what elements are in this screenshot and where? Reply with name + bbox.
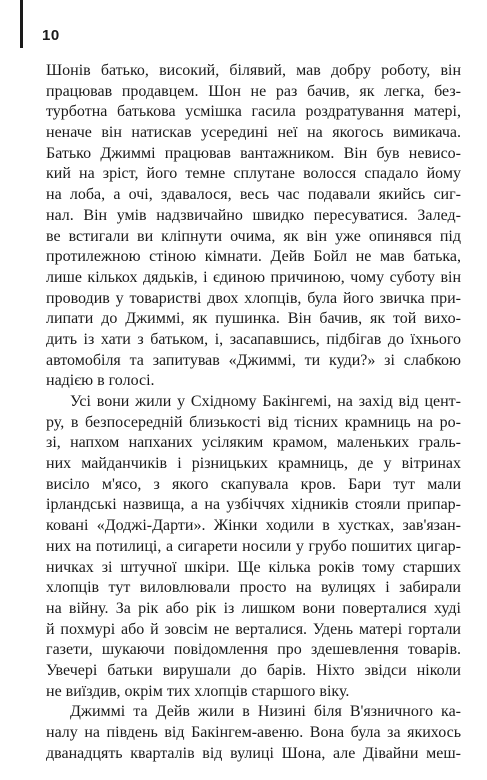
text-line: турботна батькова усмішка гасила роздратування матері, <box>46 103 461 121</box>
text-line: налу на південь від Бакінгем-авеню. Вона була за якихось <box>46 724 461 741</box>
text-line: лише кількох дядьків, і єдиною причиною, чому суботу він <box>46 268 461 286</box>
text-line: газети, шукаючи повідомлення про здешевлення товарів. <box>46 641 461 659</box>
paragraph <box>46 392 461 702</box>
text-line: працював продавцем. Шон не раз бачив, як легка, без- <box>46 82 461 100</box>
body-text <box>46 61 461 764</box>
text-line: ру, в безпосередній близькості від тісних крамниць на ро- <box>46 413 461 431</box>
text-line: Шонів батько, високий, білявий, мав добру роботу, він <box>46 62 461 79</box>
text-line: ковані «Доджі-Дарти». Жінки ходили в хустках, зав'язан- <box>46 517 461 535</box>
text-line: неначе він натискав усередині неї на якогось вимикача. <box>46 124 461 142</box>
text-line: Батько Джиммі працював вантажником. Він був невисо- <box>46 144 461 162</box>
text-line: проводив у товаристві двох хлопців, була його звичка при- <box>46 289 461 307</box>
text-line: Усі вони жили у Східному Бакінгемі, на захід від цент- <box>70 393 461 410</box>
text-line: нал. Він умів надзвичайно швидко пересуватися. Залед- <box>46 206 461 224</box>
text-line: на лоба, а очі, здавалося, весь час подавали якийсь сиг- <box>46 186 461 204</box>
paragraph <box>46 702 461 764</box>
text-line: ве встигали ви кліпнути очима, як він уже опинявся під <box>46 227 461 245</box>
text-line: липати до Джиммі, як пушинка. Він бачив, як той вихо- <box>46 310 461 328</box>
text-line: протилежною стіною кімнати. Дейв Бойл не мав батька, <box>46 248 461 266</box>
text-line: них майданчиків і різницьких крамниць, де у вітринах <box>46 455 461 473</box>
text-line: не виїздив, окрім тих хлопців старшого віку. <box>46 682 350 700</box>
paragraph <box>46 61 461 392</box>
text-line: на війну. За рік або рік із лишком вони поверталися худі <box>46 599 461 617</box>
text-line: них на потилиці, а сигарети носили у грубо пошитих цигар- <box>46 537 461 555</box>
text-line: Увечері батьки вирушали до барів. Ніхто звідси ніколи <box>46 661 461 679</box>
text-line: кий на зріст, його темне сплутане волосся спадало йому <box>46 165 461 183</box>
page-number: 10 <box>42 27 60 44</box>
text-line: дванадцять кварталів від вулиці Шона, але Дівайни меш- <box>46 744 461 762</box>
text-line: автомобіля та запитував «Джиммі, ти куди?» зі слабкою <box>46 351 461 369</box>
text-line: Джиммі та Дейв жили в Низині біля В'язничного ка- <box>70 703 461 721</box>
text-line: надією в голосі. <box>46 372 155 390</box>
text-line: ірландські назвища, а на узбіччях хідників стояли припар- <box>46 496 461 514</box>
text-line: дить із хати з батьком, і, засапавшись, підбігав до їхнього <box>46 330 461 348</box>
binding-edge-mark <box>20 0 23 48</box>
text-line: хлопців тут виловлювали просто на вулицях і забирали <box>46 579 461 597</box>
text-line: й похмурі або й зовсім не верталися. Удень матері гортали <box>46 620 461 638</box>
text-line: зі, напхом напханих усіляким крамом, маленьких граль- <box>46 434 461 452</box>
text-line: ничках зі штучної шкіри. Ще кілька років тому старших <box>46 558 461 576</box>
text-line: висіло м'ясо, з якого скапувала кров. Бари тут мали <box>46 475 461 493</box>
